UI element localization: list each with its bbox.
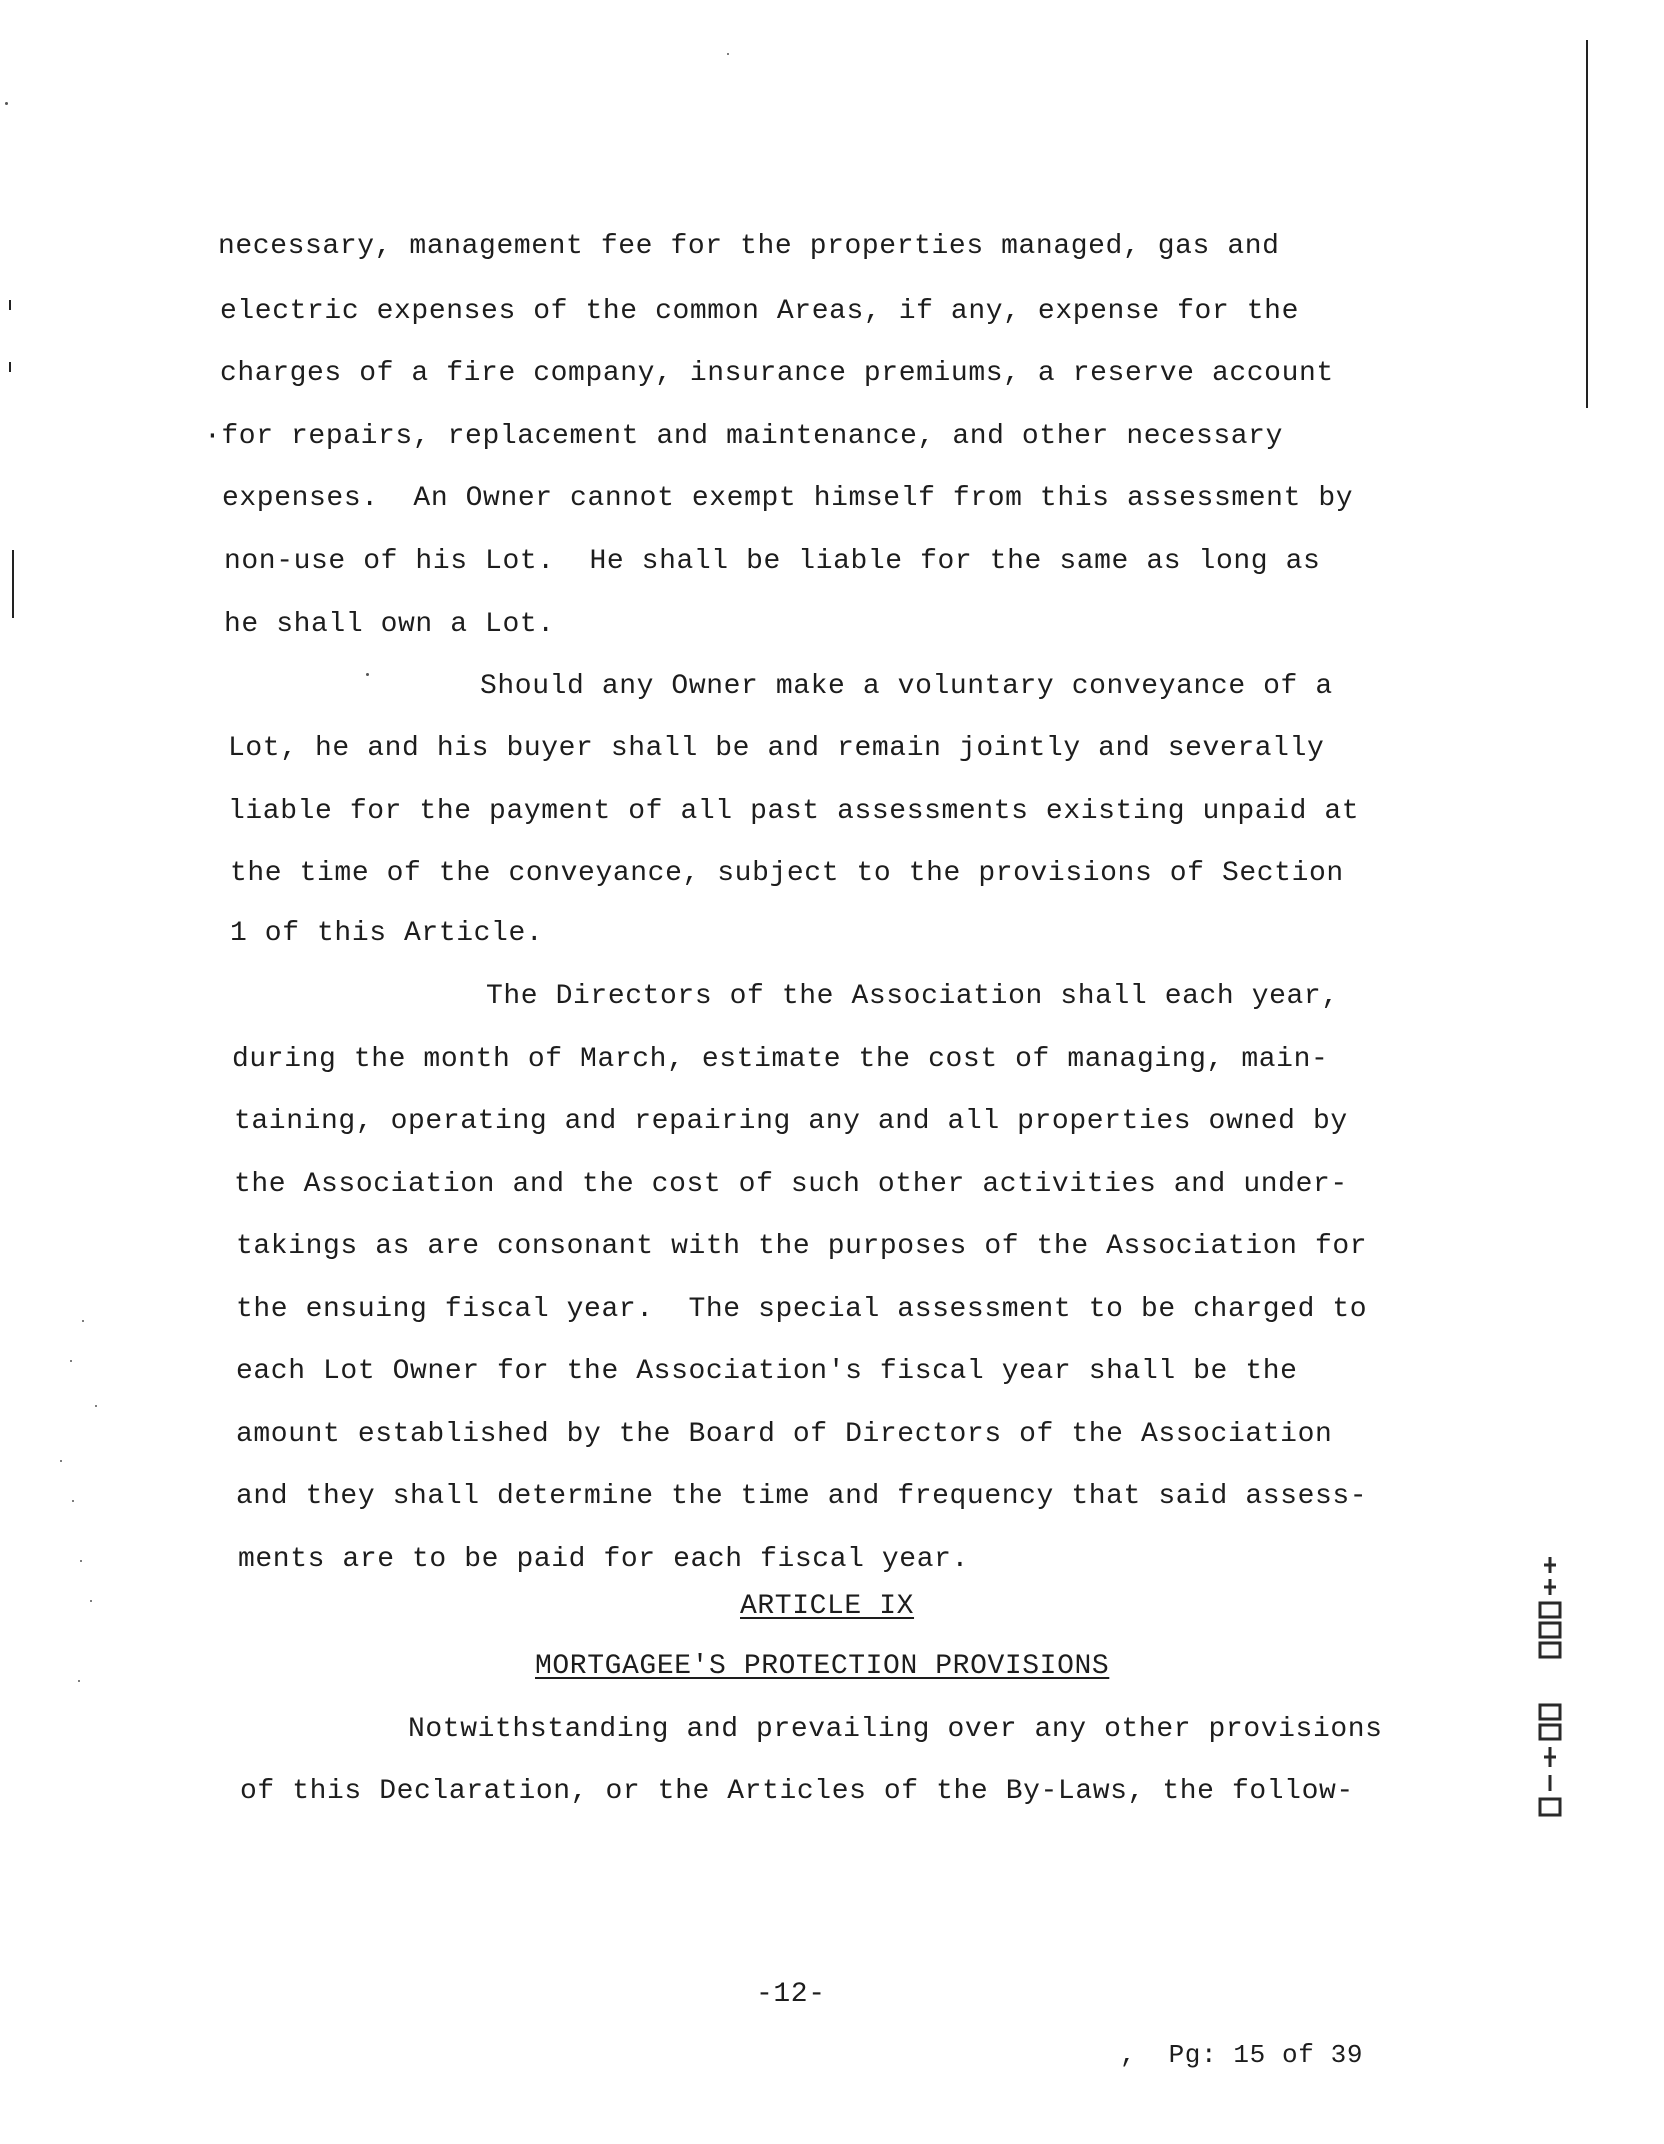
scan-speck bbox=[90, 1600, 92, 1602]
paragraph4-line-2: of this Declaration, or the Articles of the By-Laws, the follow- bbox=[240, 1776, 1354, 1807]
paragraph2-line-1: Should any Owner make a voluntary conveyance of a bbox=[480, 671, 1333, 702]
right-margin-rule bbox=[1586, 40, 1588, 408]
paragraph2-line-5: 1 of this Article. bbox=[230, 918, 544, 949]
paragraph3-line-10: ments are to be paid for each fiscal year. bbox=[238, 1544, 969, 1575]
scan-speck bbox=[70, 1360, 72, 1362]
left-margin-tick bbox=[9, 300, 11, 310]
paragraph1-line-4: ·for repairs, replacement and maintenance, and other necessary bbox=[204, 421, 1283, 452]
paragraph3-line-3: taining, operating and repairing any and all properties owned by bbox=[234, 1106, 1348, 1137]
article-title: MORTGAGEE'S PROTECTION PROVISIONS bbox=[535, 1651, 1110, 1682]
paragraph2-line-4: the time of the conveyance, subject to the provisions of Section bbox=[230, 858, 1344, 889]
paragraph2-line-2: Lot, he and his buyer shall be and remain jointly and severally bbox=[228, 733, 1325, 764]
scan-speck bbox=[72, 1500, 74, 1502]
paragraph3-line-6: the ensuing fiscal year. The special assessment to be charged to bbox=[236, 1294, 1368, 1325]
paragraph1-line-5: expenses. An Owner cannot exempt himself from this assessment by bbox=[222, 483, 1354, 514]
paragraph1-line-2: electric expenses of the common Areas, if any, expense for the bbox=[220, 296, 1299, 327]
page-count-footer: , Pg: 15 of 39 bbox=[1120, 2040, 1364, 2070]
paragraph1-line-1: necessary, management fee for the properties managed, gas and bbox=[218, 231, 1280, 262]
scan-speck bbox=[5, 102, 8, 105]
article-heading: ARTICLE IX bbox=[740, 1591, 915, 1622]
left-margin-mark bbox=[12, 550, 14, 618]
paragraph1-line-6: non-use of his Lot. He shall be liable for the same as long as bbox=[224, 546, 1321, 577]
scan-speck bbox=[80, 1560, 82, 1562]
paragraph3-line-7: each Lot Owner for the Association's fiscal year shall be the bbox=[236, 1356, 1298, 1387]
paragraph3-line-9: and they shall determine the time and frequency that said assess- bbox=[236, 1481, 1368, 1512]
scan-speck bbox=[60, 1460, 62, 1462]
scan-speck bbox=[727, 53, 729, 55]
paragraph3-line-5: takings as are consonant with the purposes of the Association for bbox=[236, 1231, 1368, 1262]
scan-speck bbox=[95, 1405, 97, 1407]
recording-stamp bbox=[1530, 1555, 1570, 1835]
scan-speck bbox=[366, 673, 369, 676]
paragraph3-line-1: The Directors of the Association shall each year, bbox=[486, 981, 1339, 1012]
paragraph3-line-4: the Association and the cost of such other activities and under- bbox=[234, 1169, 1348, 1200]
left-margin-tick bbox=[9, 362, 11, 372]
paragraph3-line-8: amount established by the Board of Directors of the Association bbox=[236, 1419, 1333, 1450]
paragraph1-line-7: he shall own a Lot. bbox=[224, 609, 555, 640]
paragraph3-line-2: during the month of March, estimate the cost of managing, main- bbox=[232, 1044, 1329, 1075]
paragraph4-line-1: Notwithstanding and prevailing over any other provisions bbox=[408, 1714, 1383, 1745]
paragraph1-line-3: charges of a fire company, insurance premiums, a reserve account bbox=[220, 358, 1334, 389]
scan-speck bbox=[78, 1680, 80, 1682]
scan-speck bbox=[82, 1320, 84, 1322]
page-number: -12- bbox=[756, 1979, 826, 2010]
paragraph2-line-3: liable for the payment of all past assessments existing unpaid at bbox=[228, 796, 1360, 827]
